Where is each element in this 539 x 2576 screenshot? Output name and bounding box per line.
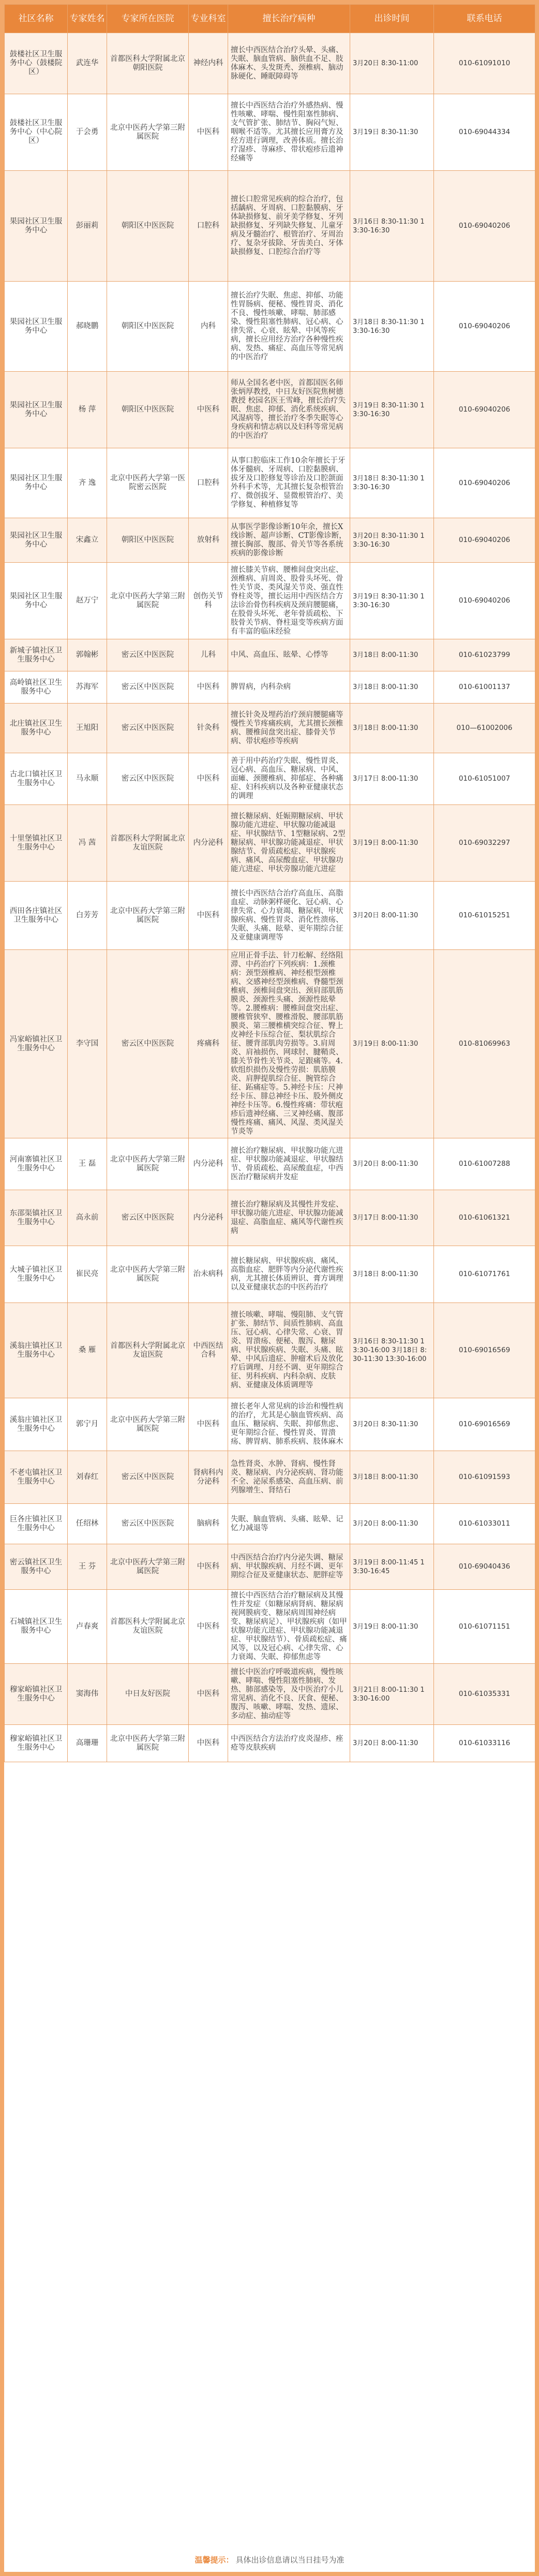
cell-phone: 010-61061321 [434, 1190, 535, 1246]
cell-department: 内分泌科 [189, 1190, 228, 1246]
cell-department: 神经内科 [189, 33, 228, 94]
cell-phone: 010-61023799 [434, 639, 535, 671]
cell-department: 儿科 [189, 639, 228, 671]
cell-hospital: 北京中医药大学第三附属医院 [107, 563, 189, 639]
cell-department: 口腔科 [189, 171, 228, 282]
cell-expert-name: 郭翰彬 [68, 639, 107, 671]
cell-specialty: 从事口腔临床工作10余年擅长于牙体牙髓病、牙周病、口腔黏膜病、拔牙及口腔修复等诊治及口腔颌面外科手术等，尤其擅长复杂根管治疗、微创拔牙、显微根管治疗、美学修复、种植修复等 [228, 448, 350, 518]
cell-hospital: 密云区中医医院 [107, 1504, 189, 1544]
cell-phone: 010-61091593 [434, 1451, 535, 1504]
cell-phone: 010-69040206 [434, 518, 535, 563]
cell-specialty: 擅长咳嗽、哮喘、慢阻肺、支气管扩张、肺结节、间质性肺病、高血压、冠心病、心律失常、心衰、胃炎、胃溃疡、便秘、腹泻、糖尿病、甲状腺疾病、失眠、头痛、眩晕、中风后遗症、肿瘤术后及放化疗后调理、月经不调、更年期综合征、男科疾病、内科杂病、皮肤病、亚健康及体质调理等 [228, 1303, 350, 1398]
table-row [5, 671, 535, 704]
cell-clinic-time: 3月19日 8:30-11:30 13:30-16:30 [350, 372, 434, 448]
cell-specialty: 失眠、脑血管病、头痛、眩晕、记忆力减退等 [228, 1504, 350, 1544]
cell-clinic-time: 3月17日 8:00-11:30 [350, 753, 434, 805]
cell-hospital: 北京中医药大学第三附属医院 [107, 94, 189, 171]
cell-community: 河南寨镇社区卫生服务中心 [5, 1138, 68, 1190]
cell-community: 古北口镇社区卫生服务中心 [5, 753, 68, 805]
table-row [5, 94, 535, 171]
cell-specialty: 擅长针灸及埋药治疗颈肩腰腿痛等慢性关节疼痛疾病，尤其擅长颈椎病、腰椎间盘突出症、膝骨关节病、带状疱疹等疾病 [228, 704, 350, 753]
table-row [5, 171, 535, 282]
schedule-sheet [4, 4, 535, 2572]
table-row [5, 1504, 535, 1544]
cell-clinic-time: 3月16日 8:30-11:30 13:30-16:30 [350, 171, 434, 282]
cell-community: 鼓楼社区卫生服务中心（中心院区） [5, 94, 68, 171]
cell-community: 巨各庄镇社区卫生服务中心 [5, 1504, 68, 1544]
cell-clinic-time: 3月18日 8:00-11:30 [350, 704, 434, 753]
cell-hospital: 朝阳区中医医院 [107, 372, 189, 448]
cell-department: 针灸科 [189, 704, 228, 753]
cell-phone: 010-69032297 [434, 805, 535, 882]
cell-expert-name: 王 磊 [68, 1138, 107, 1190]
cell-expert-name: 赵万宁 [68, 563, 107, 639]
cell-community: 穆家峪镇社区卫生服务中心 [5, 1725, 68, 1762]
cell-clinic-time: 3月19日 8:00-11:45 13:30-16:45 [350, 1544, 434, 1590]
cell-hospital: 首都医科大学附属北京友谊医院 [107, 1590, 189, 1664]
cell-hospital: 密云区中医医院 [107, 950, 189, 1138]
cell-community: 新城子镇社区卫生服务中心 [5, 639, 68, 671]
cell-phone: 010-61007288 [434, 1138, 535, 1190]
cell-department: 中医科 [189, 1398, 228, 1451]
cell-specialty: 应用正骨手法、针刀松解、经络阻滞、中药治疗下列疾病：1.颈椎病：颈型颈椎病、神经根型颈椎病、交感神经型颈椎病、脊髓型颈椎病、颈椎间盘突出、颈肩部肌筋膜炎、颈源性头痛、颈源性眩晕等。2.腰椎病：腰椎间盘突出症、腰椎管狭窄、腰椎滑脱、腰部肌筋膜炎、第三腰椎横突综合征、臀上皮神经卡压综合征、梨状肌综合征、腰背部肌肉劳损等。3.肩周炎、肩袖损伤、网球肘、腱鞘炎、膝关节骨性关节炎、足跟痛等。4.软组织损伤及慢性劳损：肌筋膜炎、肩胛提肌综合征、腕管综合征、跖痛症等。5.神经卡压：尺神经卡压、腓总神经卡压、股外侧皮神经卡压等。6.慢性疼痛：带状疱疹后遗神经痛、三叉神经痛、腹部慢性疼痛、痛风、风湿、类风湿关节炎等 [228, 950, 350, 1138]
header-hospital: 专家所在医院 [107, 5, 189, 33]
cell-department: 治未病科 [189, 1246, 228, 1303]
cell-phone: 010-69040206 [434, 282, 535, 372]
cell-specialty: 擅长治疗糖尿病、甲状腺功能亢进症、甲状腺功能减退症、甲状腺结节、骨质疏松、高尿酸血症，中西医治疗糖尿病并发症 [228, 1138, 350, 1190]
table-row [5, 1398, 535, 1451]
table-row [5, 950, 535, 1138]
cell-phone: 010-61051007 [434, 753, 535, 805]
cell-phone: 010-69040206 [434, 372, 535, 448]
cell-hospital: 密云区中医医院 [107, 1190, 189, 1246]
cell-hospital: 密云区中医医院 [107, 671, 189, 704]
cell-clinic-time: 3月18日 8:00-11:30 [350, 671, 434, 704]
cell-community: 密云镇社区卫生服务中心 [5, 1544, 68, 1590]
cell-department: 内科 [189, 282, 228, 372]
table-row [5, 1664, 535, 1725]
cell-department: 内分泌科 [189, 805, 228, 882]
table-row [5, 1303, 535, 1398]
table-row [5, 372, 535, 448]
table-row [5, 1190, 535, 1246]
cell-clinic-time: 3月16日 8:30-11:30 13:30-16:00 3月18日 8:30-11:30 13:30-16:00 [350, 1303, 434, 1398]
cell-phone: 010-61001137 [434, 671, 535, 704]
header-clinic-time: 出诊时间 [350, 5, 434, 33]
footer-tip-label: 温馨提示： [194, 2555, 234, 2565]
table-header-row [5, 5, 535, 33]
cell-hospital: 首都医科大学附属北京友谊医院 [107, 1303, 189, 1398]
cell-phone: 010-69016569 [434, 1303, 535, 1398]
table-row [5, 753, 535, 805]
cell-department: 创伤关节科 [189, 563, 228, 639]
cell-clinic-time: 3月18日 8:30-11:30 13:30-16:30 [350, 282, 434, 372]
cell-hospital: 中日友好医院 [107, 1664, 189, 1725]
cell-expert-name: 彭丽莉 [68, 171, 107, 282]
table-row [5, 1544, 535, 1590]
cell-expert-name: 冯 茜 [68, 805, 107, 882]
cell-clinic-time: 3月20日 8:30-11:30 [350, 1398, 434, 1451]
cell-specialty: 擅长中医治疗呼吸道疾病，慢性咳嗽、哮喘、慢性阻塞性肺病、发热、肺部感染等，及中医治疗小儿常见病、消化不良、厌食、便秘、腹泻、咳嗽、哮喘、发热、遗尿、多动症、抽动症等 [228, 1664, 350, 1725]
cell-expert-name: 任绍林 [68, 1504, 107, 1544]
cell-community: 穆家峪镇社区卫生服务中心 [5, 1664, 68, 1725]
cell-clinic-time: 3月19日 8:00-11:30 [350, 950, 434, 1138]
table-row [5, 1138, 535, 1190]
cell-phone: 010-69016569 [434, 1398, 535, 1451]
table-row [5, 1590, 535, 1664]
cell-phone: 010-61015251 [434, 882, 535, 950]
cell-community: 果园社区卫生服务中心 [5, 171, 68, 282]
header-expert-name: 专家姓名 [68, 5, 107, 33]
cell-specialty: 擅长治疗失眠、焦虑、抑郁、功能性胃肠病、便秘、慢性胃炎、消化不良、慢性咳嗽、哮喘、肺部感染、慢性阻塞性肺病、冠心病、心律失常、心衰、眩晕、中风等疾病，擅长应用经方治疗各种慢性疾病、发热、痛症、高血压等常见病的中医治疗 [228, 282, 350, 372]
cell-community: 溪翁庄镇社区卫生服务中心 [5, 1303, 68, 1398]
cell-community: 石城镇社区卫生服务中心 [5, 1590, 68, 1664]
cell-community: 高岭镇社区卫生服务中心 [5, 671, 68, 704]
cell-expert-name: 崔民亮 [68, 1246, 107, 1303]
cell-community: 果园社区卫生服务中心 [5, 282, 68, 372]
cell-phone: 010-69040206 [434, 448, 535, 518]
cell-specialty: 中风、高血压、眩晕、心悸等 [228, 639, 350, 671]
cell-specialty: 擅长中西医结合治疗糖尿病及其慢性并发症（如糖尿病肾病、糖尿病视网膜病变、糖尿病周围神经病变、糖尿病足）、甲状腺疾病（如甲状腺功能亢进症、甲状腺功能减退症、甲状腺结节）、骨质疏松症、痛风等，以及冠心病、心律失常、心力衰竭、失眠、抑郁焦虑等 [228, 1590, 350, 1664]
cell-department: 中医科 [189, 372, 228, 448]
cell-hospital: 北京中医药大学第一医院密云医院 [107, 448, 189, 518]
cell-specialty: 擅长中西医结合治疗外感热病、慢性咳嗽、哮喘、慢性阻塞性肺病、支气管扩张、肺结节、胸闷气短、咽喉不适等。尤其擅长应用膏方及经方进行调理，改善体质。擅长治疗湿疹、荨麻疹、带状疱疹后遗神经痛等 [228, 94, 350, 171]
cell-expert-name: 郝晓鹏 [68, 282, 107, 372]
cell-department: 中医科 [189, 882, 228, 950]
cell-hospital: 北京中医药大学第三附属医院 [107, 1138, 189, 1190]
cell-expert-name: 李守国 [68, 950, 107, 1138]
cell-expert-name: 郭宁月 [68, 1398, 107, 1451]
cell-phone: 010-61033116 [434, 1725, 535, 1762]
cell-phone: 010-61035331 [434, 1664, 535, 1725]
cell-expert-name: 高永前 [68, 1190, 107, 1246]
cell-hospital: 首都医科大学附属北京朝阳医院 [107, 33, 189, 94]
table-row [5, 1725, 535, 1762]
cell-phone: 010-81069963 [434, 950, 535, 1138]
cell-specialty: 擅长膝关节病、腰椎间盘突出症、颈椎病、肩周炎、股骨头坏死、骨性关节炎、类风湿关节炎、强直性脊柱炎等，擅长运用中西医结合方法诊治骨伤科疾病及颈肩腰腿痛，在股骨头坏死、老年骨质疏松、下肢骨关节病、脊柱退变等疾病方面有丰富的临床经验 [228, 563, 350, 639]
cell-clinic-time: 3月18日 8:30-11:30 13:30-16:30 [350, 448, 434, 518]
cell-phone: 010-61071761 [434, 1246, 535, 1303]
cell-department: 中医科 [189, 94, 228, 171]
table-row [5, 563, 535, 639]
cell-expert-name: 白芳芳 [68, 882, 107, 950]
table-row [5, 33, 535, 94]
cell-phone: 010-69040436 [434, 1544, 535, 1590]
cell-clinic-time: 3月20日 8:30-11:30 13:30-16:30 [350, 518, 434, 563]
cell-community: 果园社区卫生服务中心 [5, 448, 68, 518]
cell-clinic-time: 3月18日 8:00-11:30 [350, 1246, 434, 1303]
cell-community: 果园社区卫生服务中心 [5, 563, 68, 639]
cell-clinic-time: 3月19日 8:00-11:30 [350, 805, 434, 882]
cell-hospital: 密云区中医医院 [107, 639, 189, 671]
cell-phone: 010-61033011 [434, 1504, 535, 1544]
cell-expert-name: 宋鑫立 [68, 518, 107, 563]
cell-clinic-time: 3月19日 8:00-11:30 [350, 1590, 434, 1664]
cell-hospital: 密云区中医医院 [107, 704, 189, 753]
cell-phone: 010-61091010 [434, 33, 535, 94]
cell-specialty: 擅长中西医结合治疗头晕、头痛、失眠、脑血管病、脑供血不足、肢体麻木、头发斑秃、颈椎病、脑动脉硬化、睡眠障碍等 [228, 33, 350, 94]
table-row [5, 639, 535, 671]
cell-department: 中医科 [189, 671, 228, 704]
cell-clinic-time: 3月20日 8:00-11:30 [350, 1725, 434, 1762]
cell-hospital: 朝阳区中医医院 [107, 518, 189, 563]
cell-specialty: 擅长治疗糖尿病及其慢性并发症、甲状腺功能亢进症、甲状腺功能减退症、高脂血症、痛风等代谢性疾病 [228, 1190, 350, 1246]
expert-schedule-table [4, 4, 535, 1762]
cell-clinic-time: 3月20日 8:00-11:30 [350, 1138, 434, 1190]
cell-expert-name: 窦海伟 [68, 1664, 107, 1725]
cell-expert-name: 齐 逸 [68, 448, 107, 518]
cell-expert-name: 于会勇 [68, 94, 107, 171]
header-department: 专业科室 [189, 5, 228, 33]
cell-hospital: 密云区中医医院 [107, 753, 189, 805]
cell-specialty: 脾胃病，内科杂病 [228, 671, 350, 704]
cell-expert-name: 王旭阳 [68, 704, 107, 753]
cell-hospital: 北京中医药大学第三附属医院 [107, 1398, 189, 1451]
cell-hospital: 北京中医药大学第三附属医院 [107, 1246, 189, 1303]
footer-note [4, 2547, 535, 2572]
cell-specialty: 中西医结合治疗内分泌失调、糖尿病、甲状腺疾病、月经不调、更年期综合征及亚健康状态、肥胖症等 [228, 1544, 350, 1590]
table-row [5, 1451, 535, 1504]
table-row [5, 805, 535, 882]
cell-clinic-time: 3月18日 8:00-11:30 [350, 1451, 434, 1504]
cell-community: 北庄镇社区卫生服务中心 [5, 704, 68, 753]
cell-phone: 010-69040206 [434, 563, 535, 639]
cell-clinic-time: 3月21日 8:00-11:30 13:30-16:00 [350, 1664, 434, 1725]
cell-expert-name: 马永顺 [68, 753, 107, 805]
cell-department: 疼痛科 [189, 950, 228, 1138]
cell-specialty: 擅长糖尿病、妊娠期糖尿病、甲状腺功能亢进症、甲状腺功能减退症、甲状腺结节、1型糖尿病、2型糖尿病、甲状腺功能减退症、甲状腺结节、骨质疏松症、甲状腺疾病、痛风、高尿酸血症、甲状腺功能亢进症、甲状旁腺功能亢进症 [228, 805, 350, 882]
cell-department: 中医科 [189, 1544, 228, 1590]
header-phone: 联系电话 [434, 5, 535, 33]
cell-community: 溪翁庄镇社区卫生服务中心 [5, 1398, 68, 1451]
table-row [5, 1246, 535, 1303]
cell-expert-name: 刘春红 [68, 1451, 107, 1504]
cell-clinic-time: 3月20日 8:00-11:30 [350, 1504, 434, 1544]
cell-clinic-time: 3月18日 8:00-11:30 [350, 639, 434, 671]
cell-department: 内分泌科 [189, 1138, 228, 1190]
cell-specialty: 急性肾炎、水肿、肾病、慢性肾炎、糖尿病、内分泌疾病、肾功能不全、泌尿系感染、高血压病、前列腺增生、肾结石 [228, 1451, 350, 1504]
cell-expert-name: 高珊珊 [68, 1725, 107, 1762]
cell-department: 中医科 [189, 1725, 228, 1762]
cell-hospital: 密云区中医医院 [107, 1451, 189, 1504]
cell-specialty: 擅长糖尿病、甲状腺疾病、痛风、高脂血症、肥胖等内分泌代谢性疾病，尤其擅长体质辨识、膏方调理以及亚健康状态的中医药治疗 [228, 1246, 350, 1303]
table-row [5, 704, 535, 753]
cell-community: 果园社区卫生服务中心 [5, 372, 68, 448]
cell-hospital: 首都医科大学附属北京友谊医院 [107, 805, 189, 882]
cell-community: 鼓楼社区卫生服务中心（鼓楼院区） [5, 33, 68, 94]
cell-community: 冯家峪镇社区卫生服务中心 [5, 950, 68, 1138]
cell-community: 西田各庄镇社区卫生服务中心 [5, 882, 68, 950]
cell-community: 果园社区卫生服务中心 [5, 518, 68, 563]
cell-clinic-time: 3月17日 8:00-11:30 [350, 1190, 434, 1246]
cell-expert-name: 卢春爽 [68, 1590, 107, 1664]
cell-hospital: 朝阳区中医医院 [107, 282, 189, 372]
cell-hospital: 北京中医药大学第三附属医院 [107, 1725, 189, 1762]
cell-department: 中西医结合科 [189, 1303, 228, 1398]
cell-specialty: 从事医学影像诊断10年余，擅长X线诊断、超声诊断、CT影像诊断，擅长胸部、腹部、骨关节等各系统疾病的影像诊断 [228, 518, 350, 563]
cell-expert-name: 杨 萍 [68, 372, 107, 448]
cell-expert-name: 王 芬 [68, 1544, 107, 1590]
header-community: 社区名称 [5, 5, 68, 33]
table-row [5, 448, 535, 518]
cell-department: 中医科 [189, 1664, 228, 1725]
cell-expert-name: 武连华 [68, 33, 107, 94]
cell-expert-name: 桑 雁 [68, 1303, 107, 1398]
cell-specialty: 擅长老年人常见病的诊治和慢性病的治疗，尤其是心脑血管疾病、高血压、糖尿病、失眠、抑郁焦虑、更年期综合征、慢性胃炎、胃溃疡、脾胃病、肺系疾病、肢体麻木 [228, 1398, 350, 1451]
cell-hospital: 朝阳区中医医院 [107, 171, 189, 282]
cell-specialty: 师从全国名老中医，首都国医名师张炳厚教授，中日友好医院焦树德教授 校园名医王雪峰，擅长治疗失眠、焦虑、抑郁、消化系统疾病、风湿病等，擅长治疗冬季失眠等心身疾病和情志病以及妇科等常见病的中医治疗 [228, 372, 350, 448]
cell-expert-name: 苏海军 [68, 671, 107, 704]
cell-clinic-time: 3月20日 8:00-11:30 [350, 882, 434, 950]
table-row [5, 518, 535, 563]
cell-clinic-time: 3月19日 8:30-11:30 13:30-16:30 [350, 563, 434, 639]
cell-specialty: 中西医结合方法治疗皮炎湿疹、痤疮等皮肤疾病 [228, 1725, 350, 1762]
cell-phone: 010—61002006 [434, 704, 535, 753]
cell-department: 中医科 [189, 753, 228, 805]
cell-community: 大城子镇社区卫生服务中心 [5, 1246, 68, 1303]
cell-community: 东邵渠镇社区卫生服务中心 [5, 1190, 68, 1246]
table-row [5, 282, 535, 372]
cell-department: 口腔科 [189, 448, 228, 518]
footer-tip-text: 具体出诊信息请以当日挂号为准 [235, 2555, 345, 2565]
table-row [5, 882, 535, 950]
cell-department: 放射科 [189, 518, 228, 563]
cell-community: 不老屯镇社区卫生服务中心 [5, 1451, 68, 1504]
cell-hospital: 北京中医药大学第三附属医院 [107, 1544, 189, 1590]
header-specialty: 擅长治疗病种 [228, 5, 350, 33]
cell-phone: 010-69040206 [434, 171, 535, 282]
cell-specialty: 擅长口腔常见疾病的综合治疗，包括龋病、牙周病、口腔黏膜病、牙体缺损修复、前牙美学修复、牙列缺损修复、牙列缺失修复、儿童牙病及牙髓治疗、根管治疗、牙周治疗、复杂牙拔除、牙齿美白、牙体缺损修复、口腔综合治疗等 [228, 171, 350, 282]
cell-specialty: 善于用中药治疗失眠、慢性胃炎、冠心病、高血压、糖尿病、中风、面瘫、颈腰椎病、抑郁症、各种痛症、妇科疾病以及各种亚健康状态的调理 [228, 753, 350, 805]
cell-department: 脑病科 [189, 1504, 228, 1544]
cell-hospital: 北京中医药大学第三附属医院 [107, 882, 189, 950]
cell-clinic-time: 3月19日 8:30-11:30 [350, 94, 434, 171]
cell-phone: 010-69044334 [434, 94, 535, 171]
cell-department: 肾病科内分泌科 [189, 1451, 228, 1504]
cell-phone: 010-61071151 [434, 1590, 535, 1664]
cell-specialty: 擅长中西医结合治疗高血压、高脂血症、动脉粥样硬化、冠心病、心律失常、心力衰竭、糖尿病、甲状腺疾病、慢性胃炎、消化性溃疡、失眠、头痛、眩晕、更年期综合征及亚健康调理等 [228, 882, 350, 950]
cell-department: 中医科 [189, 1590, 228, 1664]
cell-community: 十里堡镇社区卫生服务中心 [5, 805, 68, 882]
cell-clinic-time: 3月20日 8:30-11:00 [350, 33, 434, 94]
